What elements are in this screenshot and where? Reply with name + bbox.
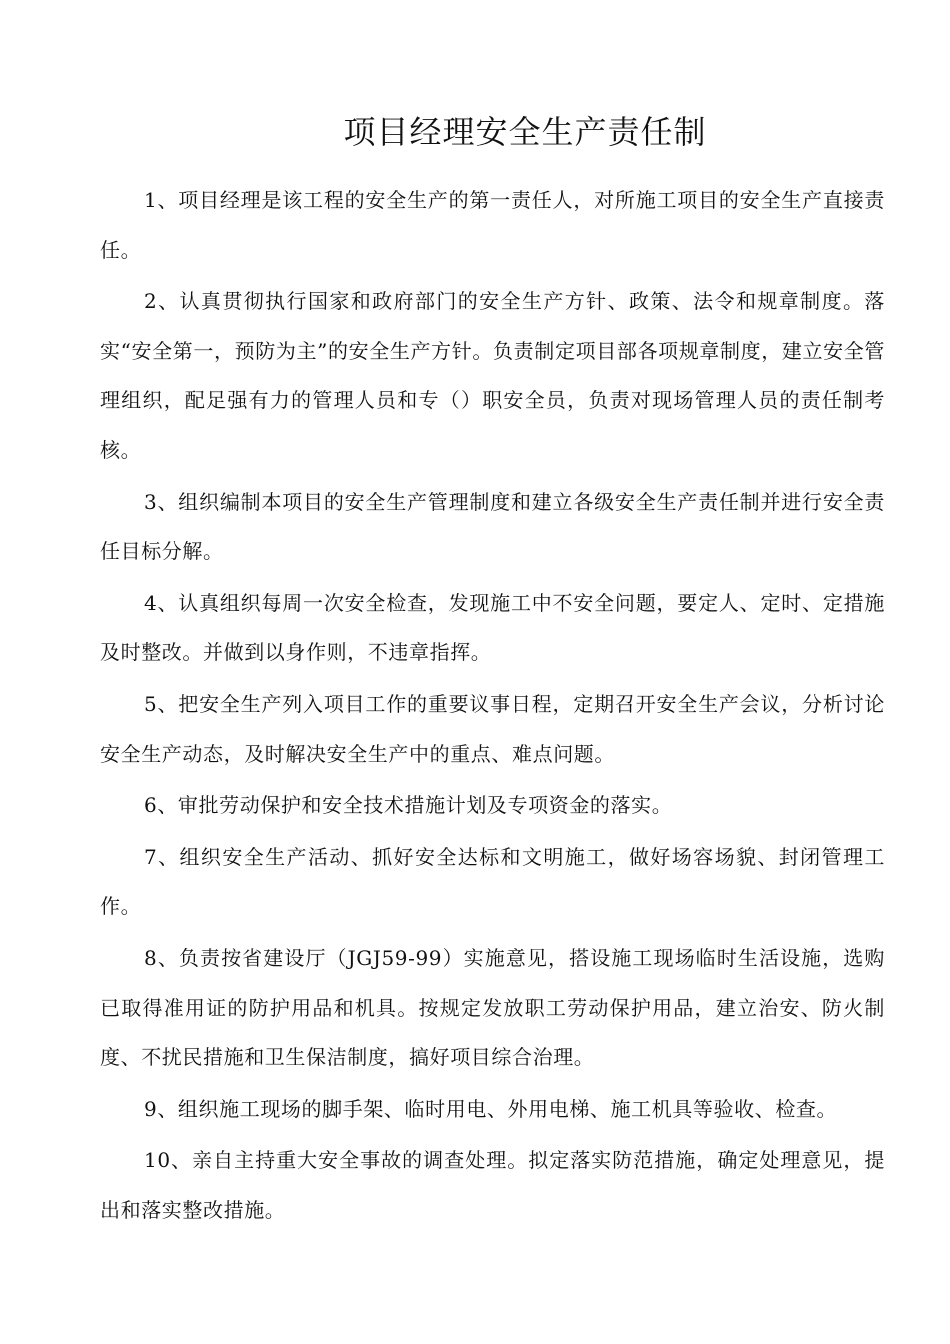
paragraph-5: 5、把安全生产列入项目工作的重要议事日程，定期召开安全生产会议，分析讨论安全生产动态，及时解决安全生产中的重点、难点问题。 xyxy=(100,691,885,766)
document-body xyxy=(100,176,885,1237)
paragraph-3: 3、组织编制本项目的安全生产管理制度和建立各级安全生产责任制并进行安全责任目标分解。 xyxy=(100,489,885,564)
paragraph-9: 9、组织施工现场的脚手架、临时用电、外用电梯、施工机具等验收、检查。 xyxy=(144,1096,838,1121)
paragraph-10: 10、亲自主持重大安全事故的调查处理。拟定落实防范措施，确定处理意见，提出和落实整改措施。 xyxy=(100,1148,885,1222)
paragraph-6: 6、审批劳动保护和安全技术措施计划及专项资金的落实。 xyxy=(144,793,673,818)
paragraph-8: 8、负责按省建设厅（JGJ59-99）实施意见，搭设施工现场临时生活设施，选购已取得准用证的防护用品和机具。按规定发放职工劳动保护用品，建立治安、防火制度、不扰民措施和卫生保洁制度，搞好项目综合治理。 xyxy=(100,945,885,1070)
paragraph-2: 2、认真贯彻执行国家和政府部门的安全生产方针、政策、法令和规章制度。落实“安全第一，预防为主”的安全生产方针。负责制定项目部各项规章制度，建立安全管理组织，配足强有力的管理人员和专（）职安全员，负责对现场管理人员的责任制考核。 xyxy=(100,289,885,462)
paragraph-4: 4、认真组织每周一次安全检查，发现施工中不安全问题，要定人、定时、定措施及时整改。并做到以身作则，不违章指挥。 xyxy=(100,590,885,665)
paragraph-7: 7、组织安全生产活动、抓好安全达标和文明施工，做好场容场貌、封闭管理工作。 xyxy=(100,844,885,919)
paragraph-1: 1、项目经理是该工程的安全生产的第一责任人，对所施工项目的安全生产直接责任。 xyxy=(100,188,885,262)
document-title: 项目经理安全生产责任制 xyxy=(343,113,707,151)
